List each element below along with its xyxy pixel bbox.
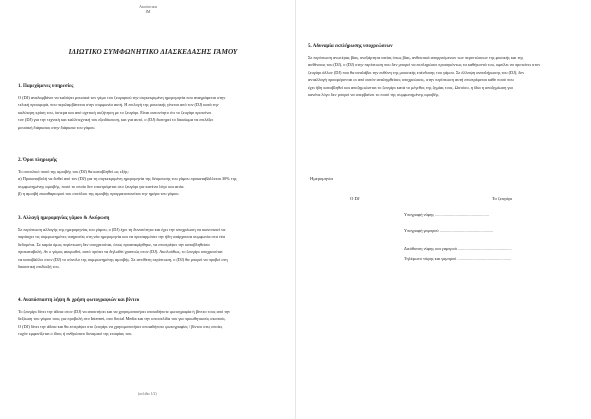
paragraph-line: παράσχει τις συμφωνημένες υπηρεσίες στη νέα ημερομηνία και να προσαρμόσει την ήδη υπάρχουσα συμφωνία στα νέα <box>18 234 225 240</box>
paragraph-line: τυχόν εμφανίζεται ο ίδιος ή ανθρώπινο δυναμικό της εταιρίας του. <box>18 331 133 337</box>
section-title: 2. Όροι πληρωμής <box>18 158 58 163</box>
section-body <box>18 94 280 131</box>
paragraph-line: δικαστική επιδίωξή του. <box>18 264 60 270</box>
paragraph-line: κανένα λόγο δεν μπορεί να υπερβαίνει το ποσό της συμφωνημένης αμοιβής. <box>308 92 440 98</box>
section-body <box>18 308 280 338</box>
section-title: 4. Αναπόσπαστη λήψη & χρήση φωτογραφιών και βίντεο <box>18 298 140 303</box>
logo-line-1: Ακούστικα <box>139 4 157 9</box>
page-footer: (σελίδα 1/2) <box>138 392 157 396</box>
party-couple-label: Το ζευγάρι <box>492 196 513 201</box>
address-line: Διεύθυνση νύφης και γαμπρού .................................................. <box>404 246 512 251</box>
paragraph-line: τελική προσφορά, που περιλαμβάνεται στην συμφωνία αυτή. Η επιλογή της μουσικής γίνεται από τον (DJ) κατά την <box>18 102 219 108</box>
logo <box>128 4 168 14</box>
section-payment <box>18 158 280 198</box>
section-body <box>18 168 280 198</box>
paragraph-line: Ο (DJ) δίνει την άδεια και θα επιτρέψει στο ζευγάρι να χρησιμοποιήσει οποιαδήποτε φωτογραφίες / βίντεο στις οποίες <box>18 323 223 329</box>
paragraph-line: να καταβάλλει στον (DJ) το σύνολο της συμφωνημένης αμοιβής. Σε αντίθετη περίπτωση, ο (DJ) θα μπορεί να προβεί στη <box>18 256 228 262</box>
paragraph-line: έχει ήδη καταβληθεί και αποζημιώνεται το ζευγάρι κατά το μέγεθος της ζημίας τους. Ωστόσο, η ίδια η αποζημίωση για <box>308 84 513 90</box>
paragraph-line: καλύτερη κρίση του, ύστερα και από σχετική συζήτηση με το ζευγάρι. Είναι αυτονόητο ότι το ζευγάρι προτείνει <box>18 109 212 115</box>
section-title: 5. Αδυναμία εκπλήρωσης υποχρεώσεων <box>308 44 393 49</box>
section-photos <box>18 298 280 338</box>
paragraph-line: δεδομένα. Σε καμία όμως περίπτωση δεν υποχρεούται, όπως προαναφέρθηκε, να επιστρέψει την καταβληθείσα <box>18 241 210 247</box>
party-dj-label: Ο DJ <box>350 196 360 201</box>
section-title: 3. Αλλαγή ημερομηνίας γάμου & Ακύρωση <box>18 216 110 221</box>
paragraph-line: β) η αμοιβή εκκαθαρισμού του συνόλου της αμοιβής πραγματοποιείται την ημέρα του γάμου. <box>18 191 180 197</box>
phone-line: Τηλέφωνο νύφης και γαμπρού .................................................. <box>404 256 512 261</box>
paragraph-line: Ο (DJ) αναλαμβάνει να καλύψει μουσικά τον γάμο του ζευγαριού την συγκεκριμένη ημερομηνία που αναγράφεται στην <box>18 95 226 100</box>
paragraph-line: Το ζευγάρι δίνει την άδεια στον (DJ) να αποκτήσει και να χρησιμοποιήσει οποιαδήποτε φωτογραφία ή βίντεο τους από την <box>18 309 231 314</box>
bride-signature-line: Υπογραφή νύφης .................................................. <box>404 212 489 217</box>
date-label: Ημερομηνία <box>310 176 333 181</box>
section-services <box>18 84 280 131</box>
paragraph-line: μουσική διάρκειας στην διάρκεια του γάμου. <box>18 124 96 130</box>
paragraph-line: συμφωνημένης αμοιβής, ποσό το οποίο δεν επιστρέφεται στο ζευγάρι για κανένα λόγο και αιτία. <box>18 183 185 189</box>
section-force-majeure <box>308 44 580 98</box>
groom-signature-line: Υπογραφή γαμπρού .................................................. <box>404 228 494 233</box>
paragraph-line: προκαταβολή. Αν ο γάμος ακυρωθεί, αυτό πρέπει να δηλωθεί γραπτώς στον (DJ). Ακολούθως, το ζευγάρι υποχρεούται <box>18 249 223 255</box>
section-title: 1. Παρεχόμενες υπηρεσίες <box>18 84 74 89</box>
paragraph-line: α) Προκαταβολή να δοθεί από τον (DJ) για τη συγκεκριμένη ημερομηνία της δέσμευσης του γάμου προκαταβάλλεται 30% της <box>18 176 237 182</box>
paragraph-line: Σε περίπτωση αλλαγής της ημερομηνίας του γάμου, ο (DJ) έχει τη δυνατότητα και έχει την υποχρέωση να ικανοποιεί να <box>18 227 226 232</box>
paragraph-line: τον (DJ) για την τεχνική και καλλιτεχνική του εξειδίκευση, και για αυτό, ο (DJ) διατηρεί το δικαίωμα να επιλέξει <box>18 117 214 123</box>
contract-page-right <box>296 0 591 419</box>
section-body <box>308 54 580 98</box>
document-title: ΙΔΙΩΤΙΚΟ ΣΥΜΦΩΝΗΤΙΚΟ ΔΙΑΣΚΕΔΑΣΗΣ ΓΑΜΟΥ <box>68 48 238 56</box>
contract-page-left <box>0 0 295 419</box>
paragraph-line: Το συνολικό ποσό της αμοιβής του (DJ) θα καταβληθεί ως εξής: <box>18 169 129 174</box>
paragraph-line: ζευγάρι άλλον (DJ) που θα αναλάβει την ευθύνη της μουσικής επένδυσης του γάμου. Σε έλλειψη αναπλήρωσης του (DJ), δεν <box>308 69 525 75</box>
section-body <box>18 226 280 270</box>
logo-line-2: ΙΜ <box>145 9 151 14</box>
section-date-change <box>18 216 280 270</box>
paragraph-line: ασθένειας του (DJ), ο (DJ) στην περίπτωση που δεν μπορεί να εκπληρώσει προσηκόντως τα καθήκοντά του, οφείλει να προτείνει στον <box>308 62 541 68</box>
paragraph-line: δεξίωση του γάμου τους για προβολή στο Internet, στα Social Media και την ιστοσελίδα του για προωθητικούς σκοπούς. <box>18 316 227 322</box>
paragraph-line: Σε περίπτωση ανωτέρας βίας, ανεξάρτητα αιτίας όπως βίας, ανθεκτικά απορρεόμενων των περιπτώσεων της φυσικής και της <box>308 55 524 60</box>
paragraph-line: ανταλλαγή προσφέρονται οι από αυτόν αναληφθείσες υποχρεώσεις, στην περίπτωση αυτή επιστρέφεται κάθε ποσό που <box>308 77 514 83</box>
